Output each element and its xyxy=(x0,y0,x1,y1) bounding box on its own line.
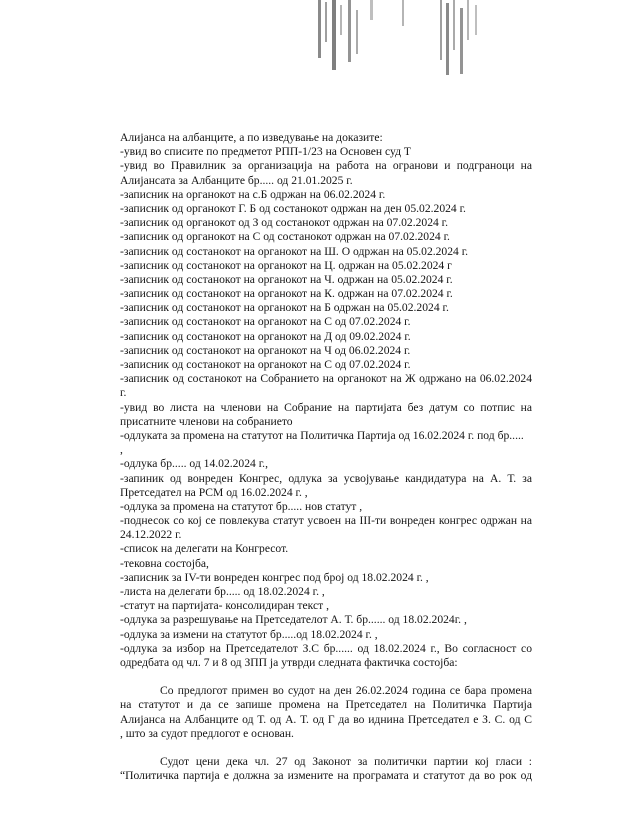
text-line: , што за судот предлогот е основан. xyxy=(120,726,294,740)
text-line: г. xyxy=(120,386,127,400)
text-line: на статутот и да се запише промена на Претседател на Политичка Партија xyxy=(120,698,532,712)
paragraph-request xyxy=(120,684,532,741)
text-line: Алијансата за Албанците бр..... од 21.01.2025 г. xyxy=(120,173,353,187)
text-line: -записник од состанокот на Собранието на органокот на Ж одржано на 06.02.2024 xyxy=(120,372,532,386)
text-line: -одлука за избор на Претседателот З.С бр...... од 18.02.2024 г., Во согласност со xyxy=(120,641,532,655)
text-line: “Политичка партија е должна за измените на програмата и статутот да во рок од xyxy=(120,769,532,783)
text-line: -запиник од вонреден Конгрес, одлука за усвојување кандидатура на А. Т. за xyxy=(120,471,532,485)
text-line: -записник од состанокот на органокот на Д од 09.02.2024 г. xyxy=(120,329,411,343)
text-line: -поднесок со кој се повлекува статут усвоен на III-ти вонреден конгрес одржан на xyxy=(120,514,532,528)
scan-artifact xyxy=(290,0,490,100)
text-line: -записник од состанокот на органокот на К. одржан на 07.02.2024 г. xyxy=(120,287,453,301)
text-line: -увид во Правилник за организација на работа на огранови и подграноци на xyxy=(120,159,532,173)
text-line: -записник од состанокот на органокот на Ч од 06.02.2024 г. xyxy=(120,343,411,357)
text-line: -тековна состојба, xyxy=(120,556,209,570)
text-line: -увид во списите по предметот РПП-1/23 на Основен суд Т xyxy=(120,145,411,159)
text-line: -одлука бр..... од 14.02.2024 г., xyxy=(120,457,268,471)
text-line: -статут на партијата- консолидиран текст , xyxy=(120,599,329,613)
paragraph-court-assessment xyxy=(120,755,532,783)
text-line: -записник од состанокот на органокот на Ш. О одржан на 05.02.2024 г. xyxy=(120,244,469,258)
text-line: присатните членови на собранието xyxy=(120,414,293,428)
text-line: Судот цени дека чл. 27 од Законот за политички партии кој гласи : xyxy=(160,754,532,768)
text-line: -записник од органокот Г. Б од состанокот одржан на ден 05.02.2024 г. xyxy=(120,201,466,215)
text-line: -записник од органокот на С од состанокот одржан на 07.02.2024 г. xyxy=(120,230,450,244)
text-line: -записник од состанокот на органокот на Ц. одржан на 05.02.2024 г xyxy=(120,258,452,272)
document-body xyxy=(120,131,532,783)
evidence-list xyxy=(120,131,532,670)
text-line: -листа на делегати бр..... од 18.02.2024 г. , xyxy=(120,585,325,598)
text-line: Алијанса на Албанците од Т. од А. Т. од Г да во иднина Претседател е З. С. од С xyxy=(120,712,532,726)
text-line: Алијанса на албанците, а по изведување на доказите: xyxy=(120,131,383,144)
text-line: одредбата од чл. 7 и 8 од ЗПП ја утврди следната фактичка состојба: xyxy=(120,655,458,669)
text-line: -записник од состанокот на органокот на Б одржан на 05.02.2024 г. xyxy=(120,301,449,315)
text-line: -записник од состанокот на органокот на Ч. одржан на 05.02.2024 г. xyxy=(120,272,453,286)
text-line: -увид во листа на членови на Собрание на партијата без датум со потпис на xyxy=(120,400,532,414)
text-line: -одлука за измени на статутот бр.....од 18.02.2024 г. , xyxy=(120,627,378,641)
text-line: -записник за IV-ти вонреден конгрес под број од 18.02.2024 г. , xyxy=(120,570,429,584)
text-line: Со предлогот примен во судот на ден 26.02.2024 година се бара промена xyxy=(160,684,532,698)
text-line: Претседател на РСМ од 16.02.2024 г. , xyxy=(120,485,308,499)
text-line: -одлука за разрешување на Претседателот А. Т. бр...... од 18.02.2024г. , xyxy=(120,613,467,627)
text-line: -записник од органокот од З од состанокот одржан на 07.02.2024 г. xyxy=(120,216,449,230)
text-line: -одлука за промена на статутот бр..... нов статут , xyxy=(120,499,363,513)
text-line: -список на делегати на Конгресот. xyxy=(120,542,289,556)
text-line: -записник на органокот на с.Б одржан на 06.02.2024 г. xyxy=(120,187,386,201)
text-line: 24.12.2022 г. xyxy=(120,528,182,542)
text-line: -записник од состанокот на органокот на С од 07.02.2024 г. xyxy=(120,358,411,371)
text-line: -одлуката за промена на статутот на Политичка Партија од 16.02.2024 г. под бр..... xyxy=(120,428,524,442)
text-line: -записник од состанокот на органокот на С од 07.02.2024 г. xyxy=(120,315,411,329)
text-line: , xyxy=(120,443,123,457)
